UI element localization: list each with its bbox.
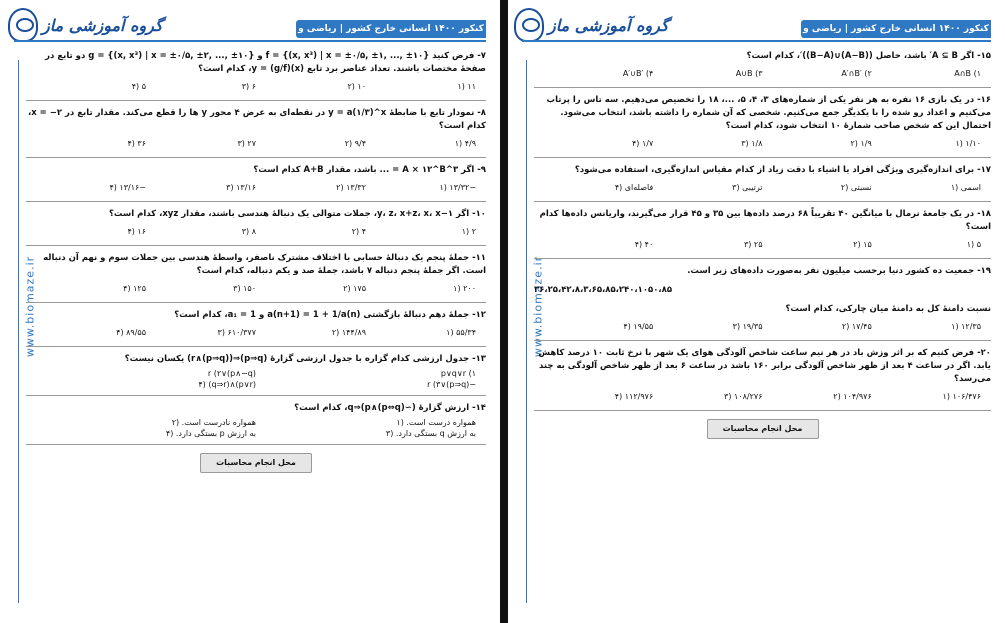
option: ۱۷۵ (۲ (343, 284, 366, 293)
option: ترتیبی (۳ (732, 183, 763, 192)
option: p∨q∨r (۱ (440, 369, 476, 378)
question-text: ۷- فرض کنید f = {(x, x³) | x = ±۰/۵, ±۱, ..., ±۱۰} و g = {(x, x³) | x = ±۰/۵, ±۲, ..., ±۱۰} دو تابع در صفحهٔ مختصات باشند. تعداد عناصر برد تابع y = (g/f)(x)، کدام است؟ (45, 51, 486, 74)
logo (514, 6, 669, 44)
brain-head-icon (514, 8, 544, 42)
option: ۶ (۳ (241, 82, 256, 91)
options-grid (36, 369, 476, 389)
options-row (544, 390, 981, 404)
question-text: ۱۲- جملهٔ دهم دنبالهٔ بازگشتی a(n+1) = 1 + 1/a(n) و a₁ = 1، کدام است؟ (174, 310, 486, 320)
question-separator (26, 302, 486, 303)
questions-left (23, 44, 486, 473)
question-text: ۱۴- ارزش گزارهٔ (∼(p⇔q)∧p)⇒q، کدام است؟ (294, 403, 486, 413)
question-text: ۱۱- جملهٔ پنجم یک دنبالهٔ حسابی با اختلاف مشترک ناصفر، واسطهٔ هندسی بین جملات سوم و نهم آن دنباله است. اگر جملهٔ پنجم دنباله ۷ باشد، جملهٔ صد و یکم دنباله، کدام است؟ (43, 253, 486, 276)
option: ۱۹/۳۵ (۳ (732, 322, 763, 331)
option: −۱۳/۳۲ (۱ (439, 183, 476, 192)
option: (p∨r)∧(q⇒r) (۴ (198, 380, 256, 389)
options-row (544, 238, 981, 252)
site-url: www.biomaze.ir (23, 255, 37, 358)
option: فاصله‌ای (۴ (614, 183, 654, 192)
question-separator (26, 346, 486, 347)
option: ۱۰۶/۴۷۶ (۱ (942, 392, 981, 401)
question-text: ۹- اگر ۳^A × ۱۲^B = ... باشد، مقدار A+B کدام است؟ (253, 165, 486, 175)
page-divider (500, 0, 508, 623)
option: ۱۳/۳۲ (۲ (336, 183, 366, 192)
option: ۴/۹ (۱ (454, 139, 476, 148)
option: ۱۹/۵۵ (۴ (623, 322, 654, 331)
option: A∪B (۳ (735, 69, 763, 78)
option: ۱۴۴/۸۹ (۲ (331, 328, 366, 337)
option: به ارزش q بستگی دارد. (۳ (385, 429, 476, 438)
header-rule (14, 40, 486, 42)
option: −(p⇒q)∨r (۳ (427, 380, 476, 389)
logo (8, 6, 163, 44)
logo-text: گروه آموزشی ماز (42, 15, 163, 35)
question-subtext: نسبت دامنهٔ کل به دامنهٔ میان چارکی، کدام است؟ (785, 304, 991, 314)
question-separator (26, 444, 486, 445)
option: ۱۵ (۲ (853, 240, 872, 249)
options-row (36, 80, 476, 94)
option: ۲۰۰ (۱ (453, 284, 476, 293)
question-text: ۱۹- جمعیت ده کشور دنیا برحسب میلیون نفر به‌صورت داده‌های زیر است. (687, 266, 991, 276)
options-row (544, 67, 981, 81)
site-url: www.biomaze.ir (531, 255, 545, 358)
question-separator (26, 245, 486, 246)
question-separator (534, 410, 991, 411)
option: ۳۶ (۴ (127, 139, 146, 148)
option: ۱۱۲/۹۷۶ (۴ (614, 392, 654, 401)
header-rule (522, 40, 991, 42)
question-text: ۱۷- برای اندازه‌گیری ویژگی افراد یا اشیاء با دقت زیاد از کدام مقیاس اندازه‌گیری، استفاده می‌شود؟ (574, 165, 991, 175)
option: همواره درست است. (۱ (396, 418, 476, 427)
option: ۱۵۰ (۳ (233, 284, 256, 293)
option: ۸ (۳ (241, 227, 256, 236)
option: ۱/۱۰ (۱ (955, 139, 981, 148)
option: ۱۲۵ (۴ (123, 284, 146, 293)
question-separator (26, 201, 486, 202)
option: ۱/۸ (۳ (741, 139, 763, 148)
questions-right (531, 44, 991, 439)
option: −۱۳/۱۶ (۴ (109, 183, 146, 192)
question-text: ۱۸- در یک جامعهٔ نرمال با میانگین ۴۰ تقریباً ۶۸ درصد داده‌ها بین ۳۵ و ۴۵ قرار می‌گیرند، واریانس داده‌ها کدام است؟ (539, 209, 991, 232)
scratch-area-label: محل انجام محاسبات (200, 453, 312, 473)
option: ۵ (۴ (131, 82, 146, 91)
option: ۱۱ (۱ (457, 82, 476, 91)
options-row (544, 181, 981, 195)
scratch-area-label: محل انجام محاسبات (707, 419, 819, 439)
option: ۴ (۲ (351, 227, 366, 236)
option: ۱۲/۳۵ (۱ (951, 322, 981, 331)
option: ۱۷/۴۵ (۲ (841, 322, 872, 331)
question-separator (534, 157, 991, 158)
options-row (36, 282, 476, 296)
option: ۲۵ (۳ (743, 240, 763, 249)
option: A′∩B′ (۲ (841, 69, 872, 78)
option: اسمی (۱ (950, 183, 981, 192)
option: ۵۵/۳۴ (۱ (446, 328, 476, 337)
question-separator (26, 157, 486, 158)
option: همواره نادرست است. (۲ (171, 418, 256, 427)
options-row (544, 320, 981, 334)
option: ۱۰۴/۹۷۶ (۲ (833, 392, 872, 401)
option: ۲۷ (۳ (237, 139, 256, 148)
question-separator (534, 201, 991, 202)
page-left (0, 0, 500, 623)
question-text: ۱۶- در یک بازی ۱۶ نفره به هر نفر یکی از شماره‌های ۳، ۴، ۵، ...، ۱۸ را تخصیص می‌دهیم. سه تاس را پرتاب می‌کنیم و اعداد رو شده را با یکدیگر جمع می‌کنیم. شخصی که آن شماره را داشته باشد، انتخاب می‌شود. احتمال این که شخص صاحب شمارهٔ ۱۰ انتخاب شود، کدام است؟ (546, 95, 991, 131)
side-rule (18, 60, 19, 603)
question-separator (534, 258, 991, 259)
question-text: ۱۵- اگر A ⊆ B′ باشد، حاصل ((A−B)∪(B−A))′، کدام است؟ (746, 51, 991, 61)
page-right (508, 0, 1005, 623)
header-title: کنکور ۱۴۰۰ انسانی خارج کشور | ریاضی و آمار (296, 20, 486, 38)
option: ۱۳/۱۶ (۳ (226, 183, 256, 192)
option: ۱۰ (۲ (347, 82, 366, 91)
brain-head-icon (8, 8, 38, 42)
options-grid (36, 418, 476, 438)
options-row (36, 181, 476, 195)
options-row (36, 225, 476, 239)
logo-text: گروه آموزشی ماز (548, 15, 669, 35)
question-separator (26, 100, 486, 101)
question-text: ۸- نمودار تابع با ضابطهٔ y = a(۱/۳)^x در نقطه‌ای به عرض ۴ محور y ها را قطع می‌کند. مقدار تابع در x = −۲، کدام است؟ (28, 108, 486, 131)
question-text: ۱۰- اگر y، z، x+z، x، x−۱، جملات متوالی یک دنبالهٔ هندسی باشند، مقدار xyz، کدام است؟ (108, 209, 486, 219)
option: ۱/۹ (۲ (850, 139, 872, 148)
option: ۹/۴ (۲ (344, 139, 366, 148)
option: ۸۹/۵۵ (۴ (116, 328, 146, 337)
options-row (36, 326, 476, 340)
option: A′∪B′ (۴ (622, 69, 654, 78)
header-title: کنکور ۱۴۰۰ انسانی خارج کشور | ریاضی و آمار (801, 20, 991, 38)
options-row (544, 137, 981, 151)
option: A∩B (۱ (954, 69, 981, 78)
question-text: ۲۰- فرض کنیم که بر اثر وزش باد در هر نیم ساعت شاخص آلودگی هوای یک شهر با نرخ ثابت ۱۰ درصد کاهش یابد. اگر در ساعت ۴ بعد از ظهر شاخص آلودگی برابر ۱۶۰ باشد در ساعت ۶ بعد از ظهر شاخص آلودگی به چند می‌رسد؟ (538, 348, 991, 384)
option: نسبتی (۲ (840, 183, 872, 192)
option: ۱/۷ (۴ (631, 139, 654, 148)
question-separator (26, 395, 486, 396)
side-rule (526, 60, 527, 603)
option: ۱۰۸/۲۷۶ (۳ (724, 392, 763, 401)
option: (p∧∼q)∨r (۲ (207, 369, 256, 378)
question-separator (534, 340, 991, 341)
option: به ارزش p بستگی دارد. (۴ (165, 429, 256, 438)
option: ۵ (۱ (966, 240, 981, 249)
question-data: ۳۶،۲۵،۴۲،۸،۳،۶۵،۸۵،۲۴۰،۱۰۵۰،۸۵ (534, 285, 673, 295)
question-text: ۱۳- جدول ارزشی کدام گزاره با جدول ارزشی گزارهٔ (p⇒q)⇒(r∧(p⇒q)) یکسان نیست؟ (124, 354, 486, 364)
option: ۲ (۱ (461, 227, 476, 236)
option: ۱۶ (۴ (127, 227, 146, 236)
options-row (36, 137, 476, 151)
option: ۴۰ (۴ (634, 240, 654, 249)
option: ۶۱۰/۳۷۷ (۳ (217, 328, 256, 337)
question-separator (534, 87, 991, 88)
